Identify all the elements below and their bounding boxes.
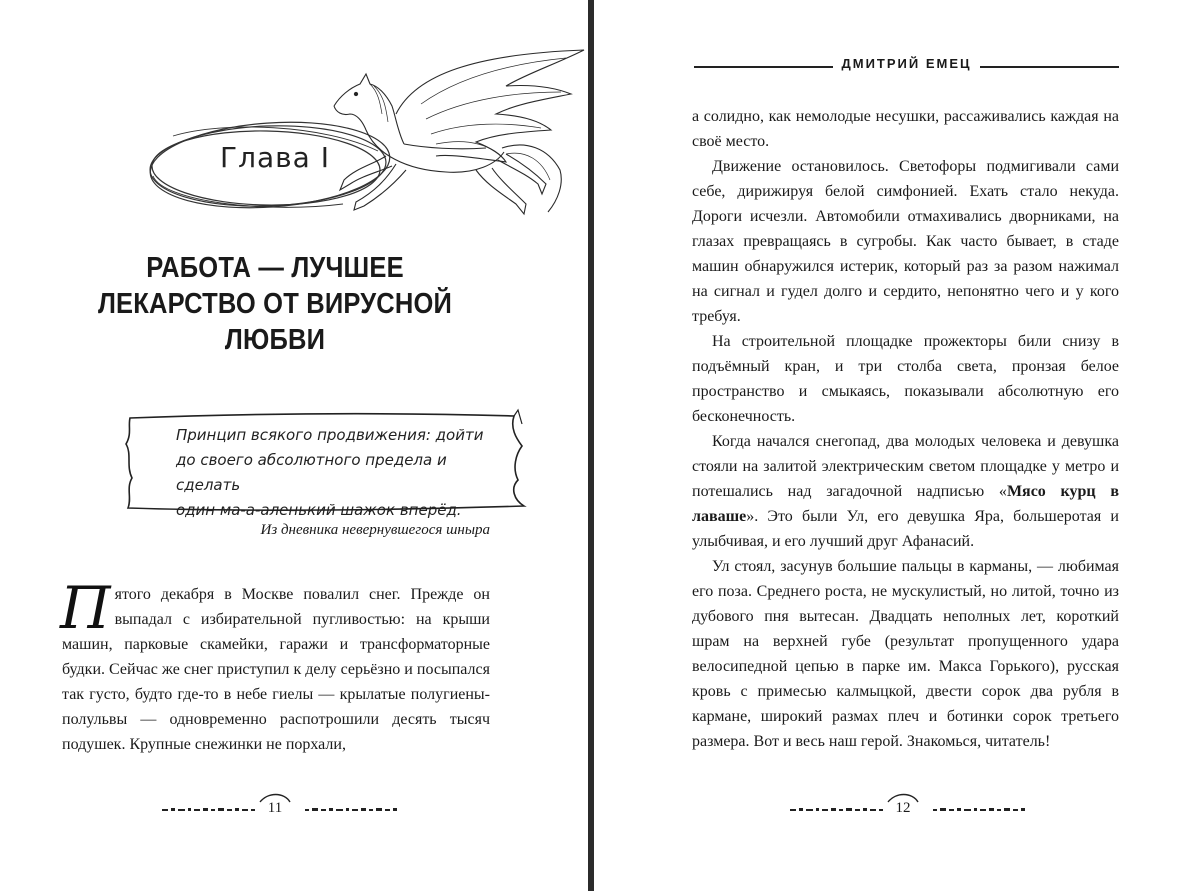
body-paragraph: ятого декабря в Москве повалил снег. Прежде он выпадал с избирательной пугливостью: на крыши машин, парковые скамейки, гаражи и трансформаторные будки. Сейчас же снег приступил к делу серьёзно и посыпался так густо, будто где-то в небе гиелы — крылатые полугиены-полульвы — одновременно распотрошили десять тысяч подушек. Крупные снежинки не порхали, — [62, 586, 490, 753]
page-number-ornament — [788, 790, 1028, 820]
epigraph-source: Из дневника невернувшегося шныра — [260, 522, 490, 538]
drop-cap: П — [60, 574, 111, 642]
right-body-text — [692, 104, 1119, 754]
page-number-ornament — [160, 790, 400, 820]
body-paragraph — [692, 429, 1119, 554]
left-body-text — [60, 574, 490, 757]
left-page — [0, 0, 588, 891]
chapter-title-line: ЛЮБВИ — [224, 324, 326, 356]
paragraph-text: ». Это были Ул, его девушка Яра, большеротая и улыбчивая, и его лучший друг Афанасий. — [692, 508, 1119, 550]
running-head — [694, 56, 1119, 76]
epigraph-text — [176, 423, 496, 523]
epigraph-line: один ма-а-аленький шажок вперёд. — [176, 501, 462, 519]
chapter-label: Глава I — [220, 141, 330, 174]
body-paragraph: Движение остановилось. Светофоры подмигивали сами себе, дирижируя белой симфонией. Ехать стало некуда. Дороги исчезли. Автомобили отмахивались дворниками, на глазах превращаясь в сугробы. Как часто бывает, в стаде машин обнаружился истерик, который раз за разом нажимал на сигнал и гудел долго и сердито, непонятно чего и у кого требуя. — [692, 158, 1119, 325]
paragraph-text: Когда начался снегопад, два молодых человека и девушка стояли на залитой электрическим светом площадке у метро и потешались над загадочной надписью « — [692, 433, 1119, 500]
sign-quote: Мясо курц в лаваше — [692, 483, 1119, 525]
body-paragraph: На строительной площадке прожекторы били снизу в подъёмный кран, и три столба света, пронзая белое пространство и смыкаясь, показывали абсолютную его бесконечность. — [692, 333, 1119, 425]
chapter-title — [86, 250, 464, 358]
body-paragraph: Ул стоял, засунув большие пальцы в карманы, — любимая его поза. Среднего роста, не мускулистый, но литой, точно из дубового пня вытесан. Двадцать неполных лет, короткий шрам на верхней губе (результат пропущенного удара велосипедной цепью в парке им. Макса Горького), русская кровь с примесью калмыцкой, двести сорок два рубля в кармане, широкий размах плеч и ботинки сорок третьего размера. Вот и весь наш герой. Знакомься, читатель! — [692, 558, 1119, 750]
page-number: 12 — [895, 800, 911, 816]
page-number: 11 — [267, 800, 283, 816]
body-paragraph: а солидно, как немолодые несушки, рассаживались каждая на своё место. — [692, 108, 1119, 150]
chapter-title-line: РАБОТА — ЛУЧШЕЕ — [146, 252, 404, 284]
chapter-title-line: ЛЕКАРСТВО ОТ ВИРУСНОЙ — [97, 288, 453, 320]
pegasus-illustration — [326, 44, 588, 224]
epigraph-line: до своего абсолютного предела и сделать — [176, 451, 447, 494]
epigraph-line: Принцип всякого продвижения: дойти — [176, 426, 484, 444]
author-name: ДМИТРИЙ ЕМЕЦ — [833, 56, 979, 71]
right-page — [594, 0, 1181, 891]
